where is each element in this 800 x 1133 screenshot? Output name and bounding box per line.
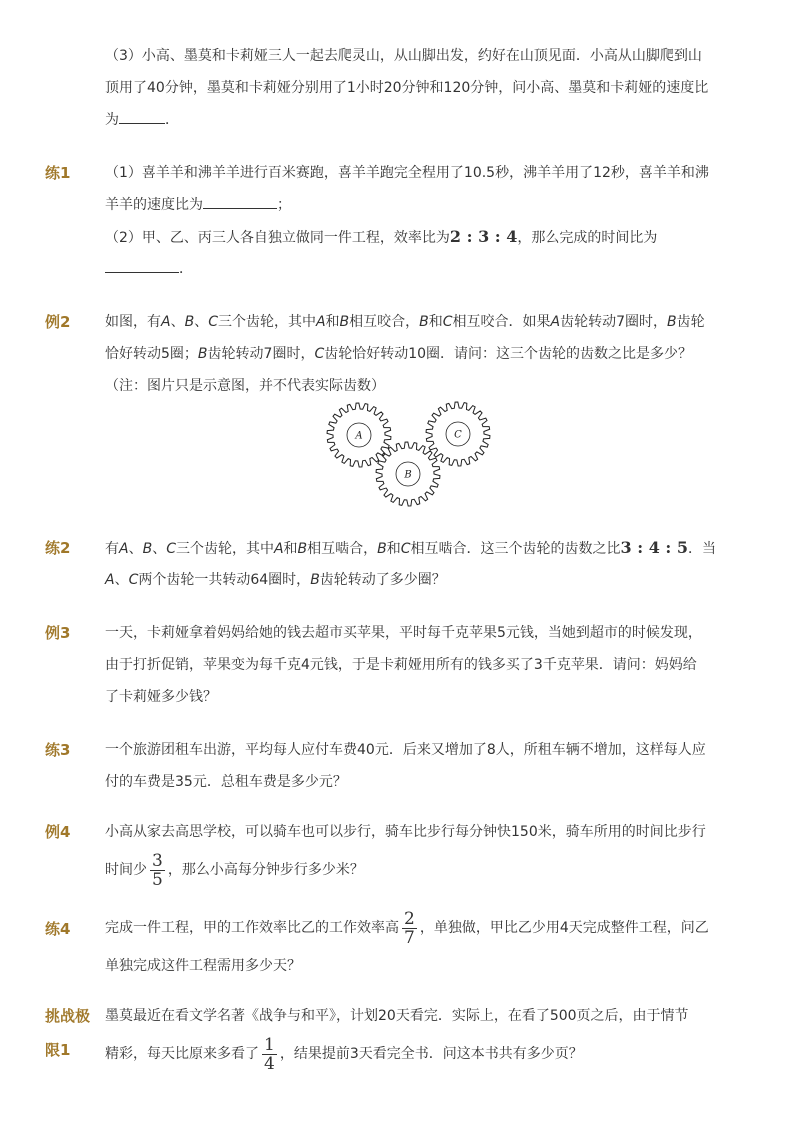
example-3-text: 一天，卡莉娅拿着妈妈给她的钱去超市买苹果，平时每千克苹果5元钱，当她到超市的时候发现， 由于打折促销，苹果变为每千克4元钱，于是卡莉娅用所有的钱多买了3千克苹果．请问：妈妈给 了卡莉娅多少钱？ <box>105 625 702 705</box>
exercise-label: 练2 <box>45 539 71 557</box>
challenge-label: 挑战极 限1 <box>45 1007 91 1059</box>
gear-ratio: 3 : 4 : 5 <box>620 538 689 557</box>
problem-3-text: （3）小高、墨莫和卡莉娅三人一起去爬灵山，从山脚出发，约好在山顶见面．小高从山脚爬到山 顶用了40分钟，墨莫和卡莉娅分别用了1小时20分钟和120分钟，问小高、墨莫和卡莉娅的速度比 为 ． <box>105 48 709 128</box>
gear-label: A <box>355 430 363 442</box>
exercise-3-text: 一个旅游团租车出游，平均每人应付车费40元．后来又增加了8人，所租车辆不增加，这样每人应 付的车费是35元．总租车费是多少元？ <box>105 742 706 790</box>
answer-blank <box>203 194 277 209</box>
efficiency-ratio: 2 : 3 : 4 <box>449 227 518 246</box>
gear-label: C <box>454 429 462 441</box>
example-label: 例2 <box>45 313 71 331</box>
example-4-text: 小高从家去高思学校，可以骑车也可以步行，骑车比步行每分钟快150米，骑车所用的时间比步行 时间少 $\frac{3}{5}$ ，那么小高每分钟步行多少米？ <box>105 824 706 890</box>
answer-blank <box>105 258 179 273</box>
exercise-2-text: 有A、B、C三个齿轮，其中A和B相互啮合，B和C相互啮合．这三个齿轮的齿数之比3 : 4 : 5．当 A、C两个齿轮一共转动64圈时，B齿轮转动了多少圈？ <box>105 538 717 588</box>
example-label: 例4 <box>45 823 71 841</box>
fraction: $\frac{2}{7}$ <box>404 908 415 948</box>
gear-label: B <box>404 469 412 481</box>
exercise-label: 练1 <box>45 164 71 182</box>
fraction: $\frac{3}{5}$ <box>152 850 163 890</box>
example-2-text: 如图，有A、B、C三个齿轮，其中A和B相互咬合，B和C相互咬合．如果A齿轮转动7圈时，B齿轮 恰好转动5圈；B齿轮转动7圈时，C齿轮恰好转动10圈．请问：这三个齿轮的齿数之比是多少？ （注：图片只是示意图，并不代表实际齿数） <box>105 306 725 402</box>
answer-blank <box>119 109 165 124</box>
gear-a <box>327 403 391 467</box>
exercise-4-text: 完成一件工程，甲的工作效率比乙的工作效率高 $\frac{2}{7}$ ，单独做，甲比乙少用4天完成整件工程，问乙 单独完成这件工程需用多少天？ <box>105 908 709 974</box>
challenge-1-text: 墨莫最近在看文学名著《战争与和平》，计划20天看完．实际上，在看了500页之后，由于情节 精彩，每天比原来多看了 $\frac{1}{4}$ ，结果提前3天看完全书．问这本书共有多少页？ <box>105 1008 689 1074</box>
exercise-label: 练4 <box>45 920 71 938</box>
exercise-1-text: （1）喜羊羊和沸羊羊进行百米赛跑，喜羊羊跑完全程用了10.5秒，沸羊羊用了12秒，喜羊羊和沸 羊羊的速度比为 ； （2）甲、乙、丙三人各自独立做同一件工程，效率比为2 : 3 : 4，那么完成的时间比为 ． <box>105 165 709 277</box>
exercise-label: 练3 <box>45 741 71 759</box>
gear-c <box>426 402 490 466</box>
gears-figure <box>325 400 495 512</box>
figure-note: （注：图片只是示意图，并不代表实际齿数） <box>105 378 385 394</box>
fraction: $\frac{1}{4}$ <box>264 1034 275 1074</box>
example-label: 例3 <box>45 624 71 642</box>
gear-b <box>376 442 440 506</box>
